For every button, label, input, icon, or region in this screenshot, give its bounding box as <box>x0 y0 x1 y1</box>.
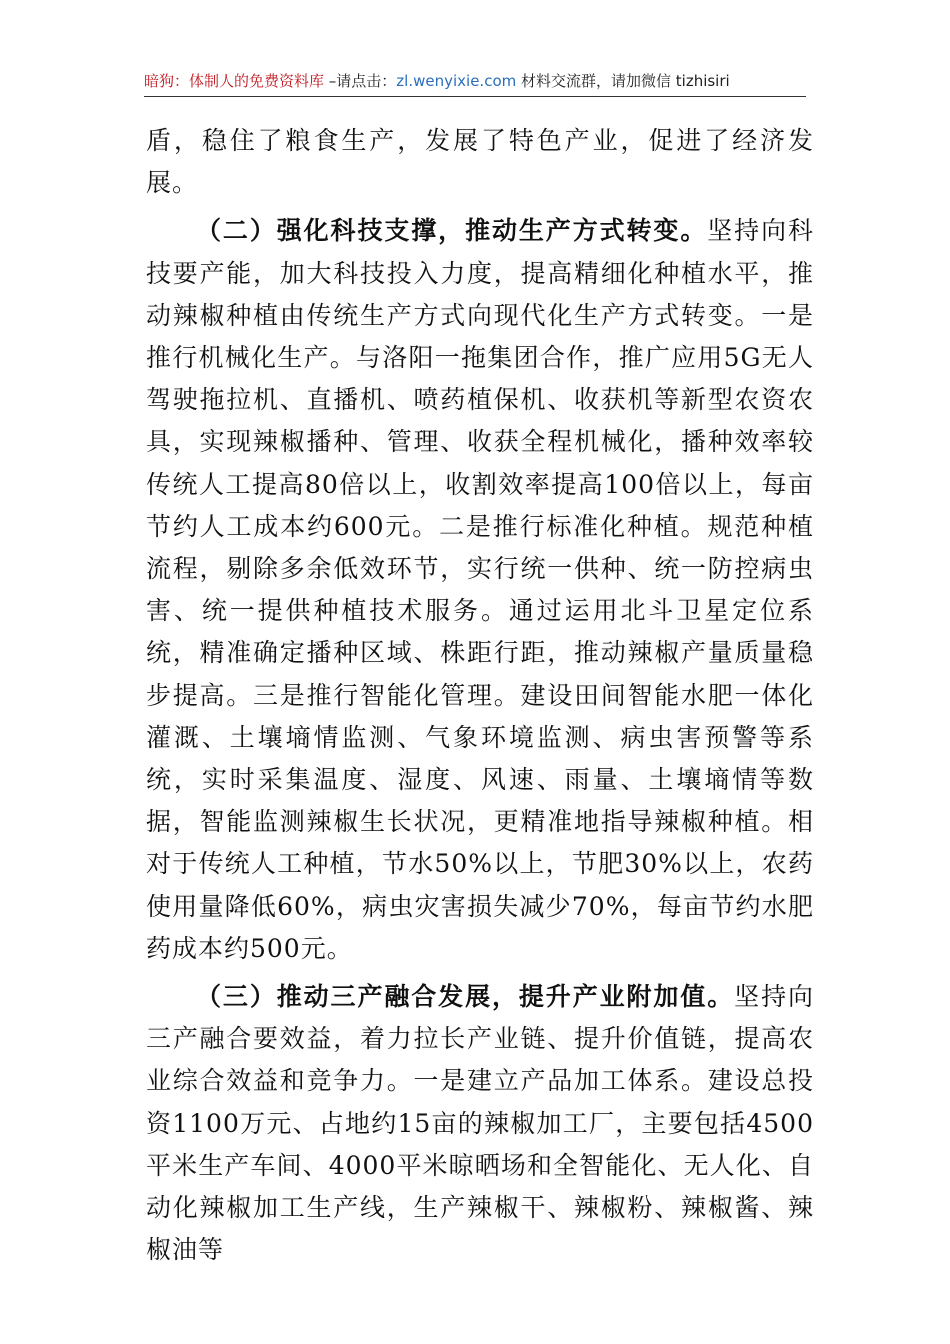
header-click-prompt: –请点击： <box>324 72 397 90</box>
paragraph-text: 坚持向科技要产能，加大科技投入力度，提高精细化种植水平，推动辣椒种植由传统生产方式向现代化生产方式转变。一是推行机械化生产。与洛阳一拖集团合作，推广应用5G无人驾驶拖拉机、直播机、喷药植保机、收获机等新型农资农具，实现辣椒播种、管理、收获全程机械化，播种效率较传统人工提高80倍以上，收割效率提高100倍以上，每亩节约人工成本约600元。二是推行标准化种植。规范种植流程，剔除多余低效环节，实行统一供种、统一防控病虫害、统一提供种植技术服务。通过运用北斗卫星定位系统，精准确定播种区域、株距行距，推动辣椒产量质量稳步提高。三是推行智能化管理。建设田间智能水肥一体化灌溉、土壤墒情监测、气象环境监测、病虫害预警等系统，实时采集温度、湿度、风速、雨量、土壤墒情等数据，智能监测辣椒生长状况，更精准地指导辣椒种植。相对于传统人工种植，节水50%以上，节肥30%以上，农药使用量降低60%，病虫灾害损失减少70%，每亩节约水肥药成本约500元。 <box>146 216 814 963</box>
header-divider <box>144 96 806 97</box>
section-heading: （三）推动三产融合发展，提升产业附加值。 <box>196 982 735 1012</box>
paragraph-continuation <box>146 120 814 204</box>
header-wechat-note: 材料交流群，请加微信 tizhisiri <box>516 72 730 90</box>
paragraph-section-2 <box>146 210 814 970</box>
header-site-name: 暗狗：体制人的免费资料库 <box>144 72 325 90</box>
header-url-link[interactable]: zl.wenyixie.com <box>396 72 517 90</box>
document-body <box>146 120 814 1271</box>
paragraph-text: 盾，稳住了粮食生产，发展了特色产业，促进了经济发展。 <box>146 126 814 198</box>
paragraph-text: 坚持向三产融合要效益，着力拉长产业链、提升价值链，提高农业综合效益和竞争力。一是建立产品加工体系。建设总投资1100万元、占地约15亩的辣椒加工厂，主要包括4500平米生产车间、4000平米晾晒场和全智能化、无人化、自动化辣椒加工生产线，生产辣椒干、辣椒粉、辣椒酱、辣椒油等 <box>146 982 814 1265</box>
section-heading: （二）强化科技支撑，推动生产方式转变。 <box>196 216 708 246</box>
page-header <box>144 68 806 94</box>
paragraph-section-3 <box>146 976 814 1271</box>
